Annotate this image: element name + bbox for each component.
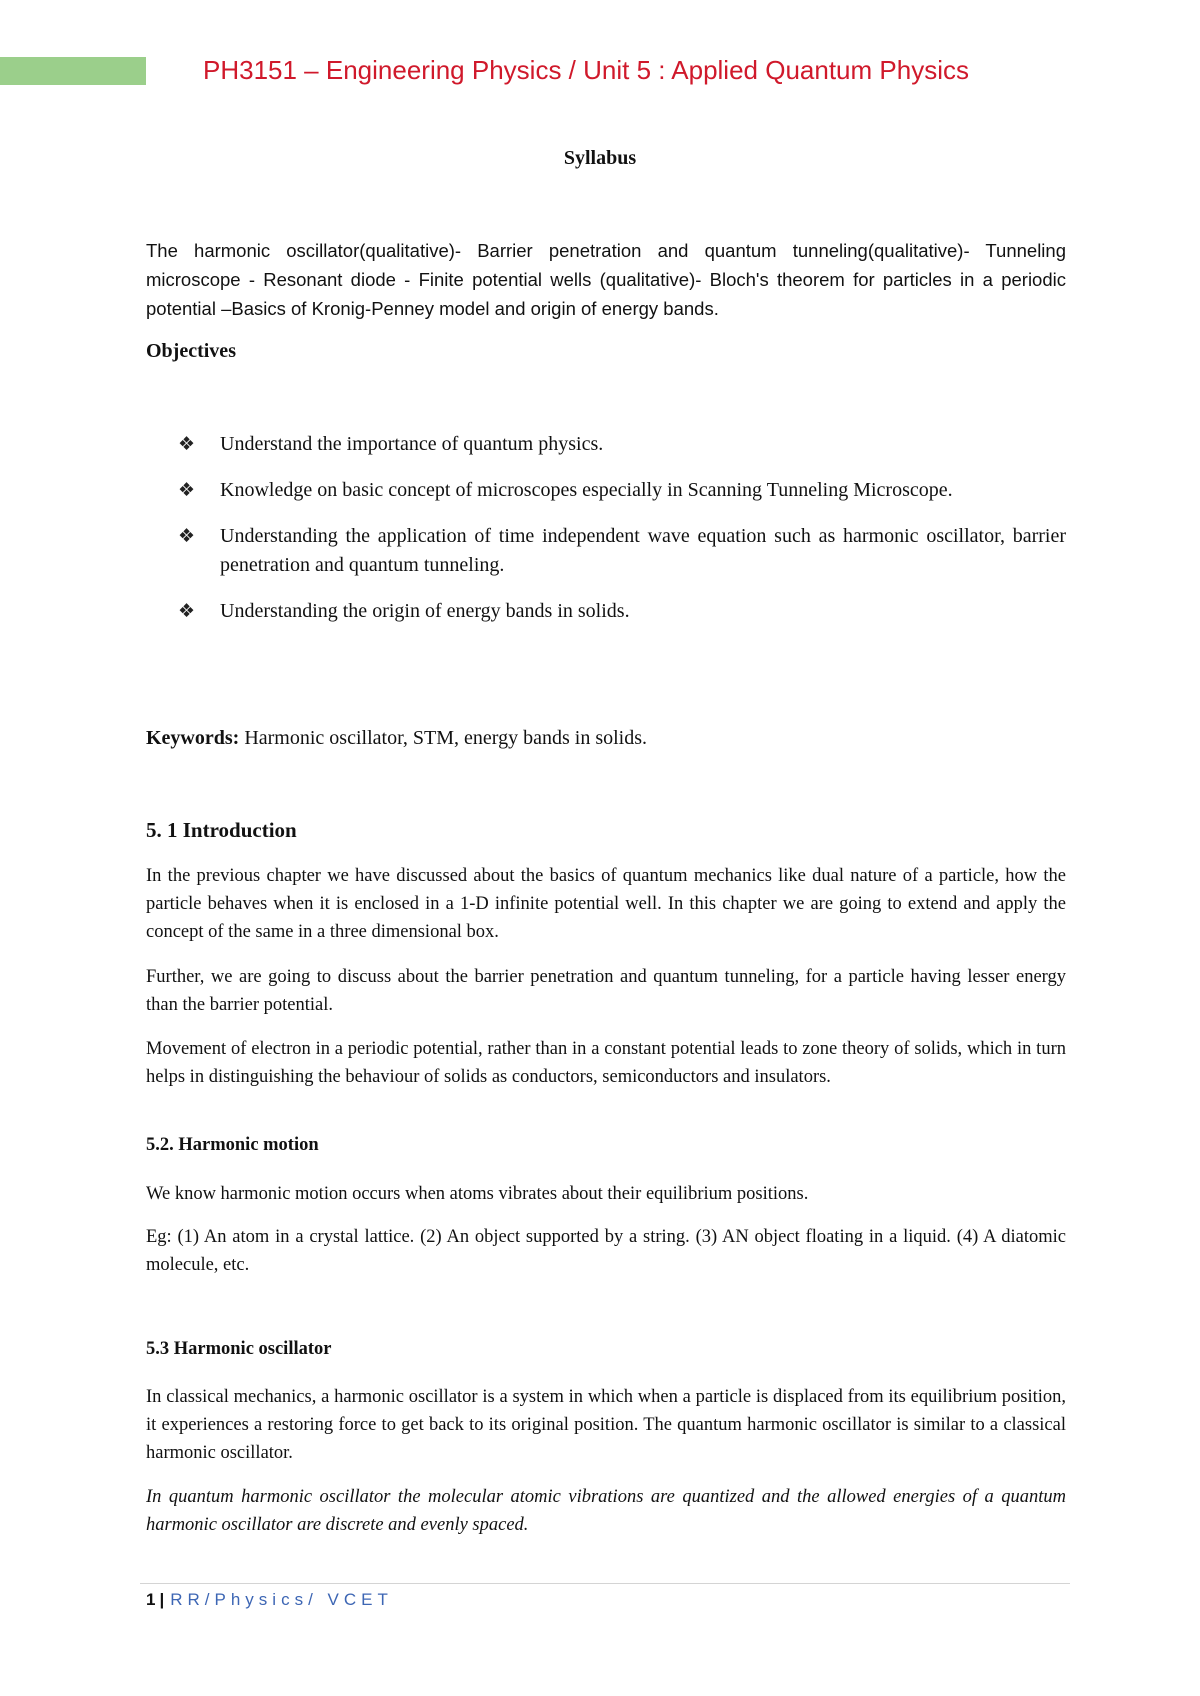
header-accent-bar	[0, 57, 146, 85]
page-number: 1	[146, 1590, 156, 1609]
paragraph: Further, we are going to discuss about the barrier penetration and quantum tunneling, for a particle having lesser energy than the barrier potential.	[146, 967, 1066, 1015]
keywords-text: Harmonic oscillator, STM, energy bands in solids.	[239, 727, 647, 749]
section-heading-harmonic-motion: 5.2. Harmonic motion	[146, 1135, 319, 1155]
keywords-line	[146, 724, 1066, 753]
page-title: PH3151 – Engineering Physics / Unit 5 : Applied Quantum Physics	[203, 55, 969, 85]
diamond-bullet-icon: ❖	[178, 525, 196, 547]
objective-text: Understanding the application of time independent wave equation such as harmonic oscillator, barrier penetration and quantum tunneling.	[220, 525, 1066, 576]
objective-item	[178, 597, 1066, 626]
diamond-bullet-icon: ❖	[178, 600, 196, 622]
objectives-heading: Objectives	[146, 340, 236, 362]
syllabus-text: The harmonic oscillator(qualitative)- Barrier penetration and quantum tunneling(qualitative)- Tunneling microscope - Resonant diode - Finite potential wells (qualitative)- Bloch's theorem for particles in a periodic potential –Basics of Kronig-Penney model and origin of energy bands.	[146, 240, 1066, 319]
objective-text: Knowledge on basic concept of microscopes especially in Scanning Tunneling Microscope.	[220, 479, 953, 501]
footer-separator: |	[159, 1590, 165, 1609]
diamond-bullet-icon: ❖	[178, 433, 196, 455]
section-heading-harmonic-oscillator: 5.3 Harmonic oscillator	[146, 1339, 332, 1359]
page-footer	[146, 1590, 393, 1610]
objective-item	[178, 476, 1066, 505]
paragraph: In the previous chapter we have discussed about the basics of quantum mechanics like dual nature of a particle, how the particle behaves when it is enclosed in a 1-D infinite potential well. In this chapter we are going to extend and apply the concept of the same in a three dimensional box.	[146, 866, 1066, 942]
paragraph: In classical mechanics, a harmonic oscillator is a system in which when a particle is displaced from its equilibrium position, it experiences a restoring force to get back to its original position. The quantum harmonic oscillator is similar to a classical harmonic oscillator.	[146, 1387, 1066, 1463]
paragraph: Eg: (1) An atom in a crystal lattice. (2) An object supported by a string. (3) AN object floating in a liquid. (4) A diatomic molecule, etc.	[146, 1227, 1066, 1275]
footer-divider	[140, 1583, 1070, 1584]
paragraph: We know harmonic motion occurs when atoms vibrates about their equilibrium positions.	[146, 1184, 809, 1204]
italic-paragraph: In quantum harmonic oscillator the molecular atomic vibrations are quantized and the allowed energies of a quantum harmonic oscillator are discrete and evenly spaced.	[146, 1487, 1066, 1535]
objective-item	[178, 430, 1066, 459]
footer-text: RR/Physics/ VCET	[170, 1590, 393, 1609]
paragraph: Movement of electron in a periodic potential, rather than in a constant potential leads to zone theory of solids, which in turn helps in distinguishing the behaviour of solids as conductors, semiconductors and insulators.	[146, 1039, 1066, 1087]
objectives-list	[178, 430, 1066, 643]
objective-item	[178, 522, 1066, 580]
objective-text: Understand the importance of quantum physics.	[220, 433, 604, 455]
syllabus-heading: Syllabus	[563, 147, 637, 169]
keywords-label: Keywords:	[146, 727, 240, 749]
diamond-bullet-icon: ❖	[178, 479, 196, 501]
objective-text: Understanding the origin of energy bands in solids.	[220, 600, 630, 622]
section-heading-introduction: 5. 1 Introduction	[146, 818, 297, 842]
